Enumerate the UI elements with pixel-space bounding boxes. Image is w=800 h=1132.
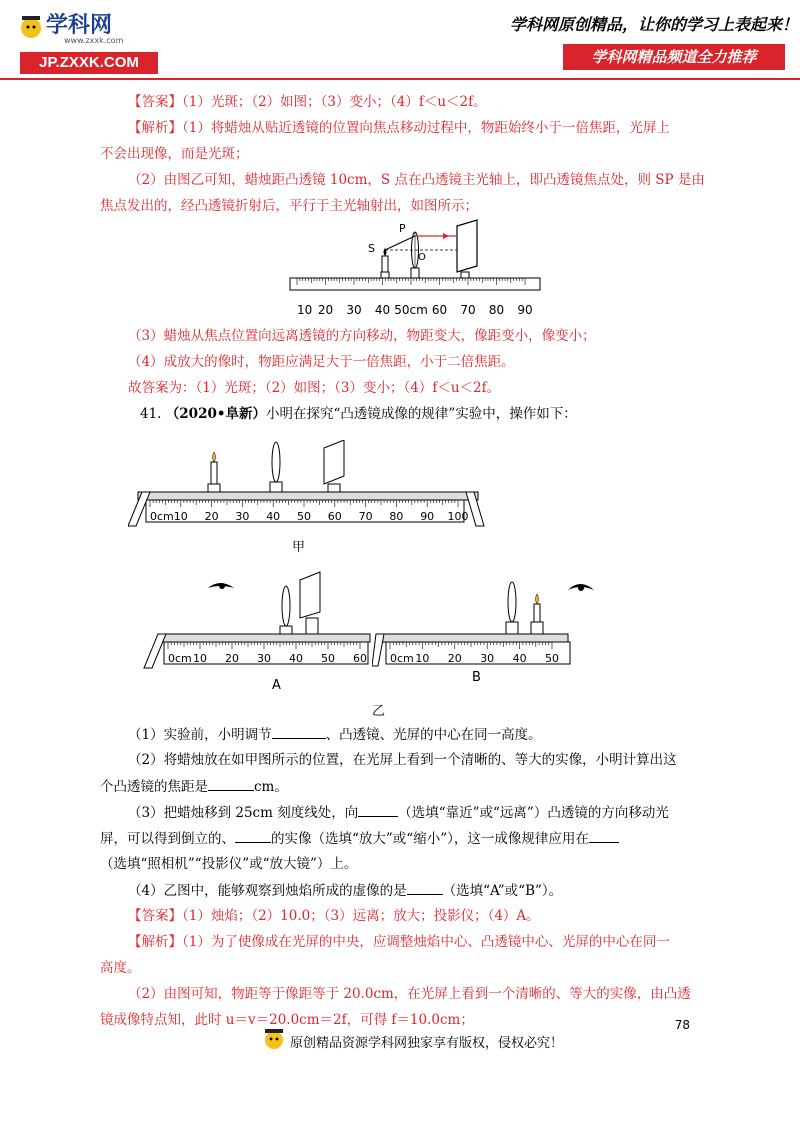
ruler-tick-label: 90: [420, 510, 435, 523]
ruler-tick-label: 30: [235, 510, 250, 523]
question-part-4: [100, 880, 738, 901]
answer-blank[interactable]: [272, 724, 326, 739]
part-4-text: （4）乙图中，能够观察到烛焰所成的虚像的是: [128, 883, 407, 899]
candle: [211, 462, 217, 484]
convex-lens: [508, 582, 516, 622]
part-1-text: 、凸透镜、光屏的中心在同一高度。: [325, 727, 542, 743]
part-2-text: 个凸透镜的焦距是: [100, 779, 208, 795]
part-3-text: 的实像（选填“放大”或“缩小”），这一成像规律应用在: [271, 831, 589, 847]
logo-text: 学科网: [46, 13, 113, 38]
ruler-tick-label: 0cm: [390, 652, 414, 665]
lens-ray-diagram: [285, 218, 545, 322]
part-2-text: cm。: [254, 779, 288, 795]
ruler-tick-label: 40: [289, 652, 303, 665]
ruler-tick-label: 40: [374, 303, 391, 317]
figure-caption-a: A: [272, 678, 281, 693]
analysis-line: （2）由图可知，物距等于像距等于 20.0cm，在光屏上看到一个清晰的、等大的实像，由凸透: [128, 986, 691, 1002]
ruler-tick-label: 70: [460, 303, 476, 317]
ruler-tick-label: 60: [327, 510, 342, 523]
ruler-tick-label: 100: [447, 510, 469, 523]
answer-line: 【答案】（1）光斑；（2）如图；（3）变小；（4）f＜u＜2f。: [128, 94, 487, 110]
question-number: 41.: [140, 406, 162, 422]
ruler-tick-label: 30: [257, 652, 271, 665]
ruler-tick-label: 10: [415, 652, 430, 665]
part-1-text: （1）实验前，小明调节: [128, 727, 272, 743]
question-part-3-cont2: （选填“照相机”“投影仪”或“放大镜”）上。: [100, 856, 358, 872]
answer-line: 【答案】（1）烛焰；（2）10.0；（3）远离；放大；投影仪；（4）A。: [128, 908, 540, 924]
logo-mascot-icon: [18, 14, 44, 44]
figure-b: [372, 566, 602, 670]
footer-copyright: 原创精品资源学科网独家享有版权，侵权必究！: [290, 1036, 564, 1051]
ruler-tick-label: 60: [431, 303, 448, 317]
candle-flame: [213, 452, 216, 462]
ruler-tick-label: 50: [545, 652, 559, 665]
analysis-line: （4）成放大的像时，物距应满足大于一倍焦距，小于二倍焦距。: [128, 354, 515, 370]
figure-jia: [128, 440, 488, 530]
analysis-line: 【解析】（1）将蜡烛从贴近透镜的位置向焦点移动过程中，物距始终小于一倍焦距，光屏上: [128, 120, 670, 136]
ruler-tick-label: 20: [225, 652, 239, 665]
ruler-tick-label: 30: [480, 652, 495, 665]
answer-blank[interactable]: [208, 776, 254, 791]
ruler-tick-label: 30: [346, 303, 362, 317]
light-screen: [457, 220, 477, 272]
analysis-line: 【解析】（1）为了使像成在光屏的中央，应调整烛焰中心、凸透镜中心、光屏的中心在同一: [128, 934, 670, 950]
analysis-line: 高度。: [100, 960, 141, 976]
logo-url: JP.ZXXK.COM: [20, 52, 158, 74]
convex-lens: [282, 586, 290, 626]
analysis-line: 镜成像特点知，此时 u＝v＝20.0cm＝2f，可得 f＝10.0cm；: [100, 1012, 474, 1028]
footer-mascot-icon: [262, 1026, 286, 1054]
convex-lens: [272, 442, 280, 482]
answer-blank[interactable]: [358, 802, 398, 817]
answer-blank[interactable]: [235, 828, 271, 843]
light-screen: [300, 572, 320, 618]
light-screen: [324, 440, 344, 484]
label-p: P: [399, 222, 406, 235]
ruler-tick-label: 90: [517, 303, 533, 317]
figure-caption-b: B: [472, 670, 481, 685]
page-number: 78: [674, 1018, 690, 1032]
ruler-tick-label: 60: [353, 652, 367, 665]
question-part-2-cont: [100, 776, 710, 797]
conclusion-line: 故答案为：（1）光斑；（2）如图；（3）变小；（4）f＜u＜2f。: [128, 380, 501, 396]
ruler-tick-label: 20: [204, 510, 219, 523]
analysis-line: 不会出现像，而是光斑；: [100, 146, 249, 162]
analysis-line: （3）蜡烛从焦点位置向远离透镜的方向移动，物距变大，像距变小，像变小；: [128, 328, 596, 344]
ruler-tick-label: 50cm: [394, 303, 428, 317]
label-s: S: [368, 242, 375, 255]
question-41-stem: [100, 404, 710, 424]
question-part-1: [100, 724, 738, 745]
question-part-2: （2）将蜡烛放在如甲图所示的位置，在光屏上看到一个清晰的、等大的实像，小明计算出这: [128, 752, 677, 768]
part-4-text: （选填“A”或“B”）。: [442, 883, 563, 899]
ruler-tick-label: 80: [389, 510, 404, 523]
ruler-tick-label: 20: [317, 303, 334, 317]
figure-caption-jia: 甲: [292, 540, 306, 555]
candle-flame: [536, 594, 539, 604]
part-3-text: （选填“靠近”或“远离”）凸透镜的方向移动光: [398, 805, 669, 821]
ruler-tick-label: 10: [173, 510, 188, 523]
ray-sp: [385, 236, 415, 250]
header-rule: [0, 78, 800, 80]
candle: [534, 604, 540, 622]
ruler-tick-label: 80: [488, 303, 505, 317]
part-3-text: （3）把蜡烛移到 25cm 刻度线处，向: [128, 805, 359, 821]
header-banner: 学科网精品频道全力推荐: [563, 44, 785, 70]
ruler-tick-label: 40: [266, 510, 281, 523]
ruler-tick-label: 40: [512, 652, 527, 665]
candle: [382, 256, 388, 272]
question-part-3: [100, 802, 738, 823]
question-source: （2020•阜新）: [165, 406, 266, 422]
ruler-tick-label: 70: [358, 510, 373, 523]
question-part-3-cont: [100, 828, 710, 849]
header-slogan: 学科网原创精品，让你的学习上表起来！: [510, 15, 799, 34]
question-text: 小明在探究“凸透镜成像的规律”实验中，操作如下：: [265, 406, 577, 422]
figure-a: [140, 566, 372, 670]
ruler-tick-label: 10: [297, 303, 313, 317]
part-3-text: 屏，可以得到倒立的、: [100, 831, 235, 847]
answer-blank[interactable]: [589, 828, 619, 843]
answer-blank[interactable]: [407, 880, 443, 895]
ruler-tick-label: 50: [297, 510, 311, 523]
figure-caption-yi: 乙: [372, 704, 386, 719]
ruler-tick-label: 10: [193, 652, 207, 665]
logo-small-url: www.zxxk.com: [64, 36, 124, 45]
label-o: O: [418, 252, 426, 263]
ruler-tick-label: 0cm: [150, 510, 174, 523]
ruler-tick-label: 50: [321, 652, 335, 665]
analysis-line: 焦点发出的，经凸透镜折射后，平行于主光轴射出，如图所示；: [100, 198, 478, 214]
analysis-line: （2）由图乙可知，蜡烛距凸透镜 10cm，S 点在凸透镜主光轴上，即凸透镜焦点处，则 SP 是由: [128, 172, 705, 188]
ruler-tick-label: 0cm: [168, 652, 192, 665]
ruler-tick-label: 20: [447, 652, 462, 665]
